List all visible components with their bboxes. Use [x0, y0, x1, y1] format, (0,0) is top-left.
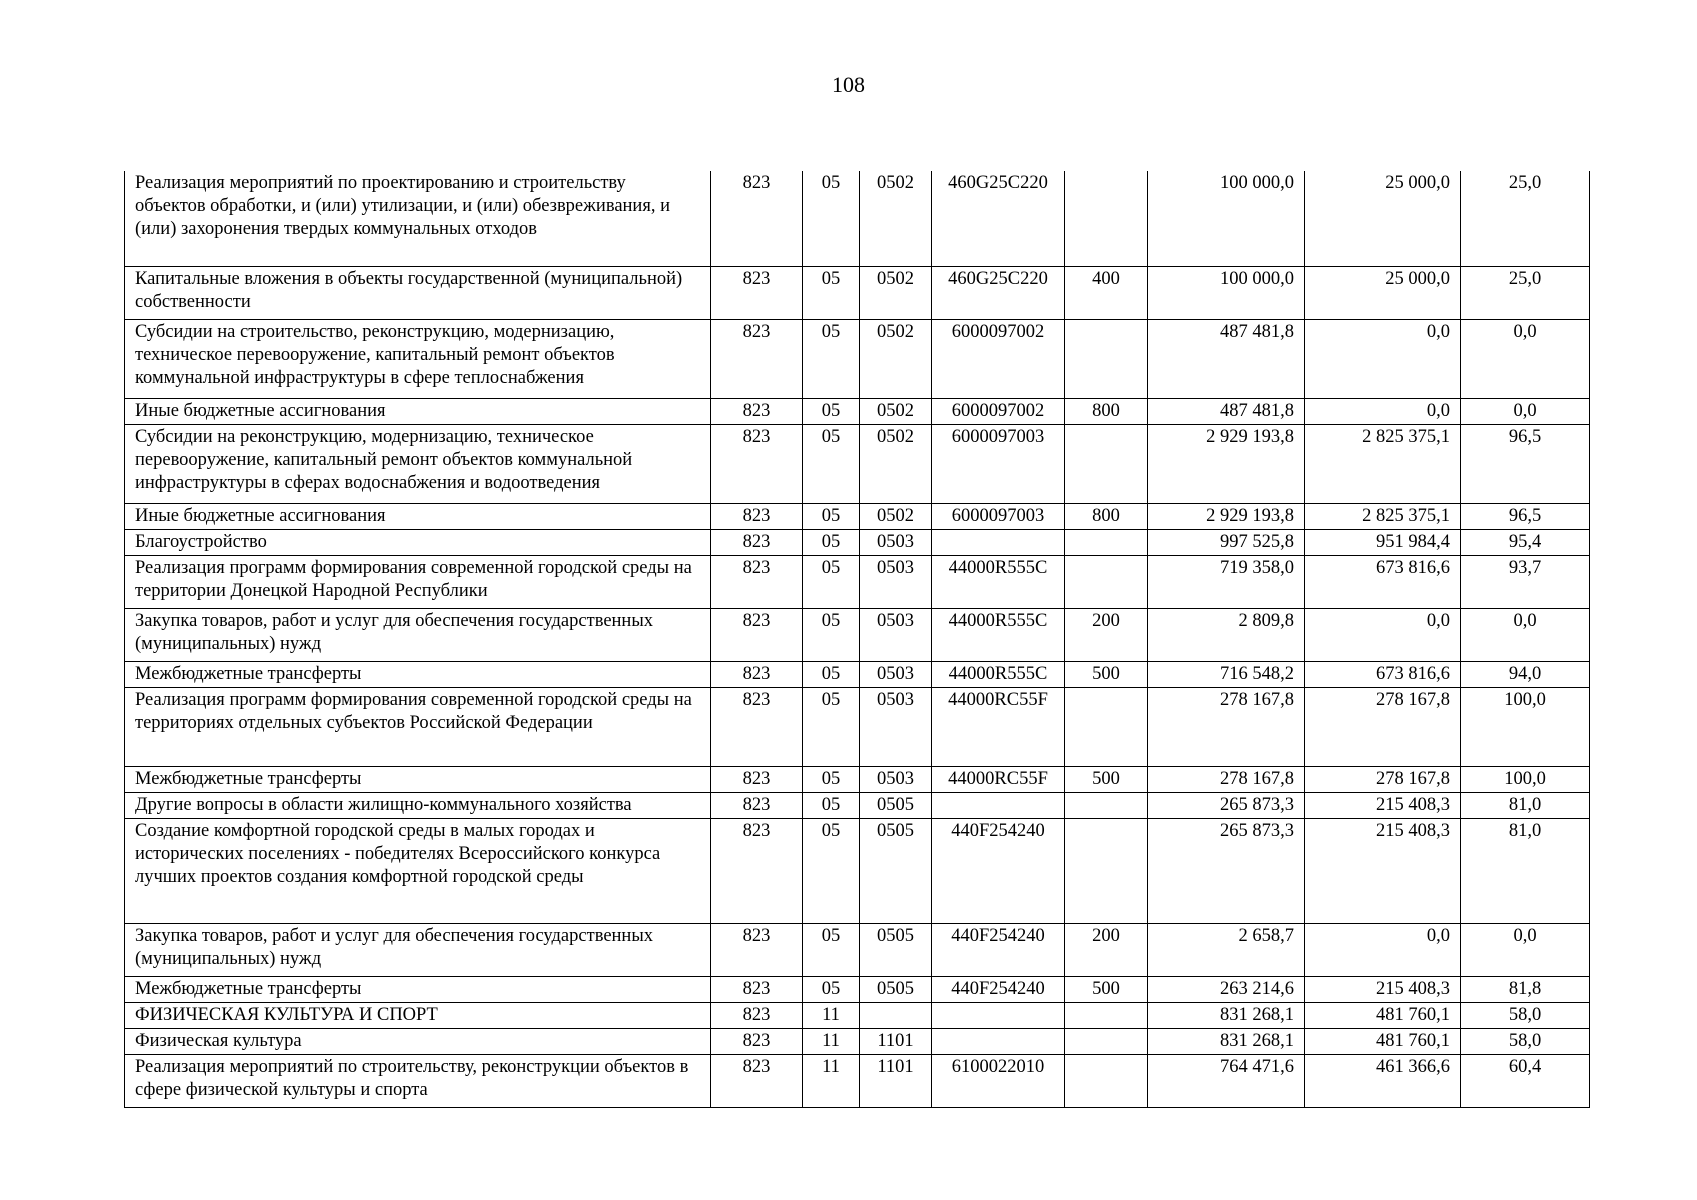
cell-subsection: 0502 [860, 171, 932, 266]
cell-target-article [932, 1028, 1065, 1054]
cell-grbs: 823 [711, 792, 803, 818]
cell-grbs: 823 [711, 398, 803, 424]
cell-plan-amount: 719 358,0 [1148, 555, 1305, 608]
cell-expense-type: 500 [1065, 976, 1148, 1002]
cell-expense-type [1065, 424, 1148, 503]
cell-expense-type [1065, 1002, 1148, 1028]
cell-expense-type: 800 [1065, 503, 1148, 529]
cell-grbs: 823 [711, 266, 803, 319]
cell-percent: 25,0 [1461, 266, 1590, 319]
cell-section: 05 [803, 398, 860, 424]
cell-plan-amount: 100 000,0 [1148, 171, 1305, 266]
cell-target-article: 460G25C220 [932, 171, 1065, 266]
cell-name: Закупка товаров, работ и услуг для обеспечения государственных (муниципальных) нужд [125, 923, 711, 976]
cell-target-article: 460G25C220 [932, 266, 1065, 319]
cell-subsection: 0505 [860, 818, 932, 923]
cell-plan-amount: 2 929 193,8 [1148, 424, 1305, 503]
cell-section: 05 [803, 976, 860, 1002]
table-row [125, 687, 1590, 766]
cell-name: Физическая культура [125, 1028, 711, 1054]
cell-section: 05 [803, 171, 860, 266]
cell-subsection: 0502 [860, 503, 932, 529]
cell-plan-amount: 716 548,2 [1148, 661, 1305, 687]
cell-actual-amount: 481 760,1 [1305, 1028, 1461, 1054]
cell-section: 05 [803, 555, 860, 608]
cell-plan-amount: 2 929 193,8 [1148, 503, 1305, 529]
cell-name: Реализация программ формирования современной городской среды на территориях отдельных субъектов Российской Федерации [125, 687, 711, 766]
cell-percent: 25,0 [1461, 171, 1590, 266]
cell-percent: 96,5 [1461, 503, 1590, 529]
table-row [125, 398, 1590, 424]
cell-target-article: 6000097002 [932, 319, 1065, 398]
cell-plan-amount: 263 214,6 [1148, 976, 1305, 1002]
table-row [125, 266, 1590, 319]
cell-section: 11 [803, 1028, 860, 1054]
cell-percent: 58,0 [1461, 1028, 1590, 1054]
cell-actual-amount: 278 167,8 [1305, 687, 1461, 766]
table-body [125, 171, 1590, 1107]
cell-percent: 0,0 [1461, 319, 1590, 398]
cell-target-article: 44000R555C [932, 661, 1065, 687]
cell-grbs: 823 [711, 818, 803, 923]
cell-actual-amount: 215 408,3 [1305, 976, 1461, 1002]
cell-section: 05 [803, 424, 860, 503]
cell-name: Создание комфортной городской среды в малых городах и исторических поселениях - победителях Всероссийского конкурса лучших проектов создания комфортной городской среды [125, 818, 711, 923]
cell-target-article: 6000097002 [932, 398, 1065, 424]
cell-name: Иные бюджетные ассигнования [125, 398, 711, 424]
table-row [125, 424, 1590, 503]
cell-expense-type [1065, 171, 1148, 266]
cell-plan-amount: 487 481,8 [1148, 398, 1305, 424]
cell-expense-type: 500 [1065, 661, 1148, 687]
table-row [125, 529, 1590, 555]
cell-percent: 0,0 [1461, 608, 1590, 661]
cell-section: 05 [803, 608, 860, 661]
cell-target-article: 440F254240 [932, 976, 1065, 1002]
cell-actual-amount: 951 984,4 [1305, 529, 1461, 555]
cell-target-article: 440F254240 [932, 818, 1065, 923]
table-row [125, 818, 1590, 923]
cell-grbs: 823 [711, 608, 803, 661]
cell-actual-amount: 0,0 [1305, 398, 1461, 424]
cell-target-article: 6000097003 [932, 503, 1065, 529]
cell-grbs: 823 [711, 923, 803, 976]
cell-target-article [932, 1002, 1065, 1028]
cell-grbs: 823 [711, 424, 803, 503]
cell-name: Реализация мероприятий по проектированию и строительству объектов обработки, и (или) утилизации, и (или) обезвреживания, и (или) захоронения твердых коммунальных отходов [125, 171, 711, 266]
table-row [125, 976, 1590, 1002]
cell-plan-amount: 831 268,1 [1148, 1002, 1305, 1028]
table-row [125, 1028, 1590, 1054]
cell-name: Благоустройство [125, 529, 711, 555]
cell-plan-amount: 100 000,0 [1148, 266, 1305, 319]
table-row [125, 608, 1590, 661]
cell-expense-type [1065, 818, 1148, 923]
cell-grbs: 823 [711, 766, 803, 792]
cell-name: Реализация программ формирования современной городской среды на территории Донецкой Народной Республики [125, 555, 711, 608]
cell-actual-amount: 0,0 [1305, 319, 1461, 398]
cell-section: 05 [803, 529, 860, 555]
cell-name: Межбюджетные трансферты [125, 766, 711, 792]
table-row [125, 171, 1590, 266]
cell-name: ФИЗИЧЕСКАЯ КУЛЬТУРА И СПОРТ [125, 1002, 711, 1028]
cell-section: 05 [803, 687, 860, 766]
table-row [125, 923, 1590, 976]
cell-actual-amount: 2 825 375,1 [1305, 503, 1461, 529]
table-row [125, 661, 1590, 687]
table-row [125, 555, 1590, 608]
cell-percent: 93,7 [1461, 555, 1590, 608]
table-row [125, 503, 1590, 529]
cell-percent: 0,0 [1461, 923, 1590, 976]
cell-percent: 100,0 [1461, 687, 1590, 766]
cell-actual-amount: 673 816,6 [1305, 661, 1461, 687]
cell-subsection: 0505 [860, 792, 932, 818]
cell-actual-amount: 2 825 375,1 [1305, 424, 1461, 503]
table-row [125, 792, 1590, 818]
cell-subsection: 0503 [860, 608, 932, 661]
cell-actual-amount: 25 000,0 [1305, 266, 1461, 319]
cell-target-article: 44000R555C [932, 608, 1065, 661]
cell-expense-type [1065, 1028, 1148, 1054]
cell-percent: 81,0 [1461, 792, 1590, 818]
cell-plan-amount: 997 525,8 [1148, 529, 1305, 555]
cell-subsection: 1101 [860, 1054, 932, 1107]
cell-subsection [860, 1002, 932, 1028]
cell-grbs: 823 [711, 555, 803, 608]
cell-section: 05 [803, 503, 860, 529]
cell-plan-amount: 265 873,3 [1148, 792, 1305, 818]
cell-subsection: 0503 [860, 766, 932, 792]
budget-table [124, 171, 1590, 1108]
cell-section: 05 [803, 319, 860, 398]
cell-grbs: 823 [711, 687, 803, 766]
cell-subsection: 0502 [860, 266, 932, 319]
cell-target-article: 44000RC55F [932, 687, 1065, 766]
cell-expense-type: 400 [1065, 266, 1148, 319]
table-row [125, 766, 1590, 792]
cell-actual-amount: 25 000,0 [1305, 171, 1461, 266]
cell-section: 11 [803, 1054, 860, 1107]
cell-name: Межбюджетные трансферты [125, 661, 711, 687]
cell-grbs: 823 [711, 661, 803, 687]
cell-expense-type [1065, 529, 1148, 555]
cell-grbs: 823 [711, 171, 803, 266]
cell-plan-amount: 487 481,8 [1148, 319, 1305, 398]
cell-plan-amount: 2 658,7 [1148, 923, 1305, 976]
cell-name: Другие вопросы в области жилищно-коммунального хозяйства [125, 792, 711, 818]
cell-grbs: 823 [711, 319, 803, 398]
cell-grbs: 823 [711, 976, 803, 1002]
cell-target-article [932, 529, 1065, 555]
cell-grbs: 823 [711, 1002, 803, 1028]
cell-subsection: 0503 [860, 687, 932, 766]
table-row [125, 1002, 1590, 1028]
page-number: 108 [832, 72, 865, 97]
cell-target-article: 44000RC55F [932, 766, 1065, 792]
cell-section: 05 [803, 766, 860, 792]
cell-subsection: 0505 [860, 923, 932, 976]
cell-name: Субсидии на реконструкцию, модернизацию, техническое перевооружение, капитальный ремонт объектов коммунальной инфраструктуры в сферах водоснабжения и водоотведения [125, 424, 711, 503]
cell-target-article [932, 792, 1065, 818]
cell-percent: 100,0 [1461, 766, 1590, 792]
cell-subsection: 0502 [860, 424, 932, 503]
cell-name: Реализация мероприятий по строительству, реконструкции объектов в сфере физической культуры и спорта [125, 1054, 711, 1107]
cell-plan-amount: 831 268,1 [1148, 1028, 1305, 1054]
cell-subsection: 0503 [860, 529, 932, 555]
cell-expense-type [1065, 687, 1148, 766]
cell-percent: 0,0 [1461, 398, 1590, 424]
cell-percent: 96,5 [1461, 424, 1590, 503]
cell-actual-amount: 481 760,1 [1305, 1002, 1461, 1028]
cell-actual-amount: 0,0 [1305, 923, 1461, 976]
cell-name: Капитальные вложения в объекты государственной (муниципальной) собственности [125, 266, 711, 319]
cell-subsection: 0502 [860, 319, 932, 398]
cell-section: 05 [803, 818, 860, 923]
table-row [125, 1054, 1590, 1107]
cell-name: Субсидии на строительство, реконструкцию, модернизацию, техническое перевооружение, капитальный ремонт объектов коммунальной инфраструктуры в сфере теплоснабжения [125, 319, 711, 398]
cell-name: Межбюджетные трансферты [125, 976, 711, 1002]
cell-target-article: 44000R555C [932, 555, 1065, 608]
cell-expense-type [1065, 319, 1148, 398]
cell-target-article: 440F254240 [932, 923, 1065, 976]
cell-expense-type [1065, 792, 1148, 818]
cell-actual-amount: 215 408,3 [1305, 818, 1461, 923]
cell-section: 05 [803, 792, 860, 818]
cell-grbs: 823 [711, 503, 803, 529]
cell-target-article: 6000097003 [932, 424, 1065, 503]
cell-subsection: 0503 [860, 555, 932, 608]
cell-expense-type [1065, 555, 1148, 608]
cell-actual-amount: 461 366,6 [1305, 1054, 1461, 1107]
cell-plan-amount: 265 873,3 [1148, 818, 1305, 923]
cell-actual-amount: 0,0 [1305, 608, 1461, 661]
cell-subsection: 0503 [860, 661, 932, 687]
cell-expense-type: 200 [1065, 923, 1148, 976]
table-row [125, 319, 1590, 398]
cell-percent: 95,4 [1461, 529, 1590, 555]
cell-actual-amount: 215 408,3 [1305, 792, 1461, 818]
cell-grbs: 823 [711, 1054, 803, 1107]
cell-subsection: 0502 [860, 398, 932, 424]
cell-subsection: 1101 [860, 1028, 932, 1054]
cell-expense-type [1065, 1054, 1148, 1107]
cell-actual-amount: 278 167,8 [1305, 766, 1461, 792]
cell-plan-amount: 2 809,8 [1148, 608, 1305, 661]
cell-grbs: 823 [711, 529, 803, 555]
cell-expense-type: 500 [1065, 766, 1148, 792]
cell-plan-amount: 278 167,8 [1148, 687, 1305, 766]
cell-plan-amount: 764 471,6 [1148, 1054, 1305, 1107]
cell-target-article: 6100022010 [932, 1054, 1065, 1107]
cell-subsection: 0505 [860, 976, 932, 1002]
cell-expense-type: 800 [1065, 398, 1148, 424]
cell-name: Закупка товаров, работ и услуг для обеспечения государственных (муниципальных) нужд [125, 608, 711, 661]
cell-section: 05 [803, 266, 860, 319]
cell-plan-amount: 278 167,8 [1148, 766, 1305, 792]
cell-percent: 81,0 [1461, 818, 1590, 923]
cell-expense-type: 200 [1065, 608, 1148, 661]
cell-actual-amount: 673 816,6 [1305, 555, 1461, 608]
cell-section: 11 [803, 1002, 860, 1028]
cell-grbs: 823 [711, 1028, 803, 1054]
cell-name: Иные бюджетные ассигнования [125, 503, 711, 529]
cell-percent: 60,4 [1461, 1054, 1590, 1107]
cell-section: 05 [803, 923, 860, 976]
cell-percent: 81,8 [1461, 976, 1590, 1002]
cell-percent: 58,0 [1461, 1002, 1590, 1028]
cell-section: 05 [803, 661, 860, 687]
cell-percent: 94,0 [1461, 661, 1590, 687]
